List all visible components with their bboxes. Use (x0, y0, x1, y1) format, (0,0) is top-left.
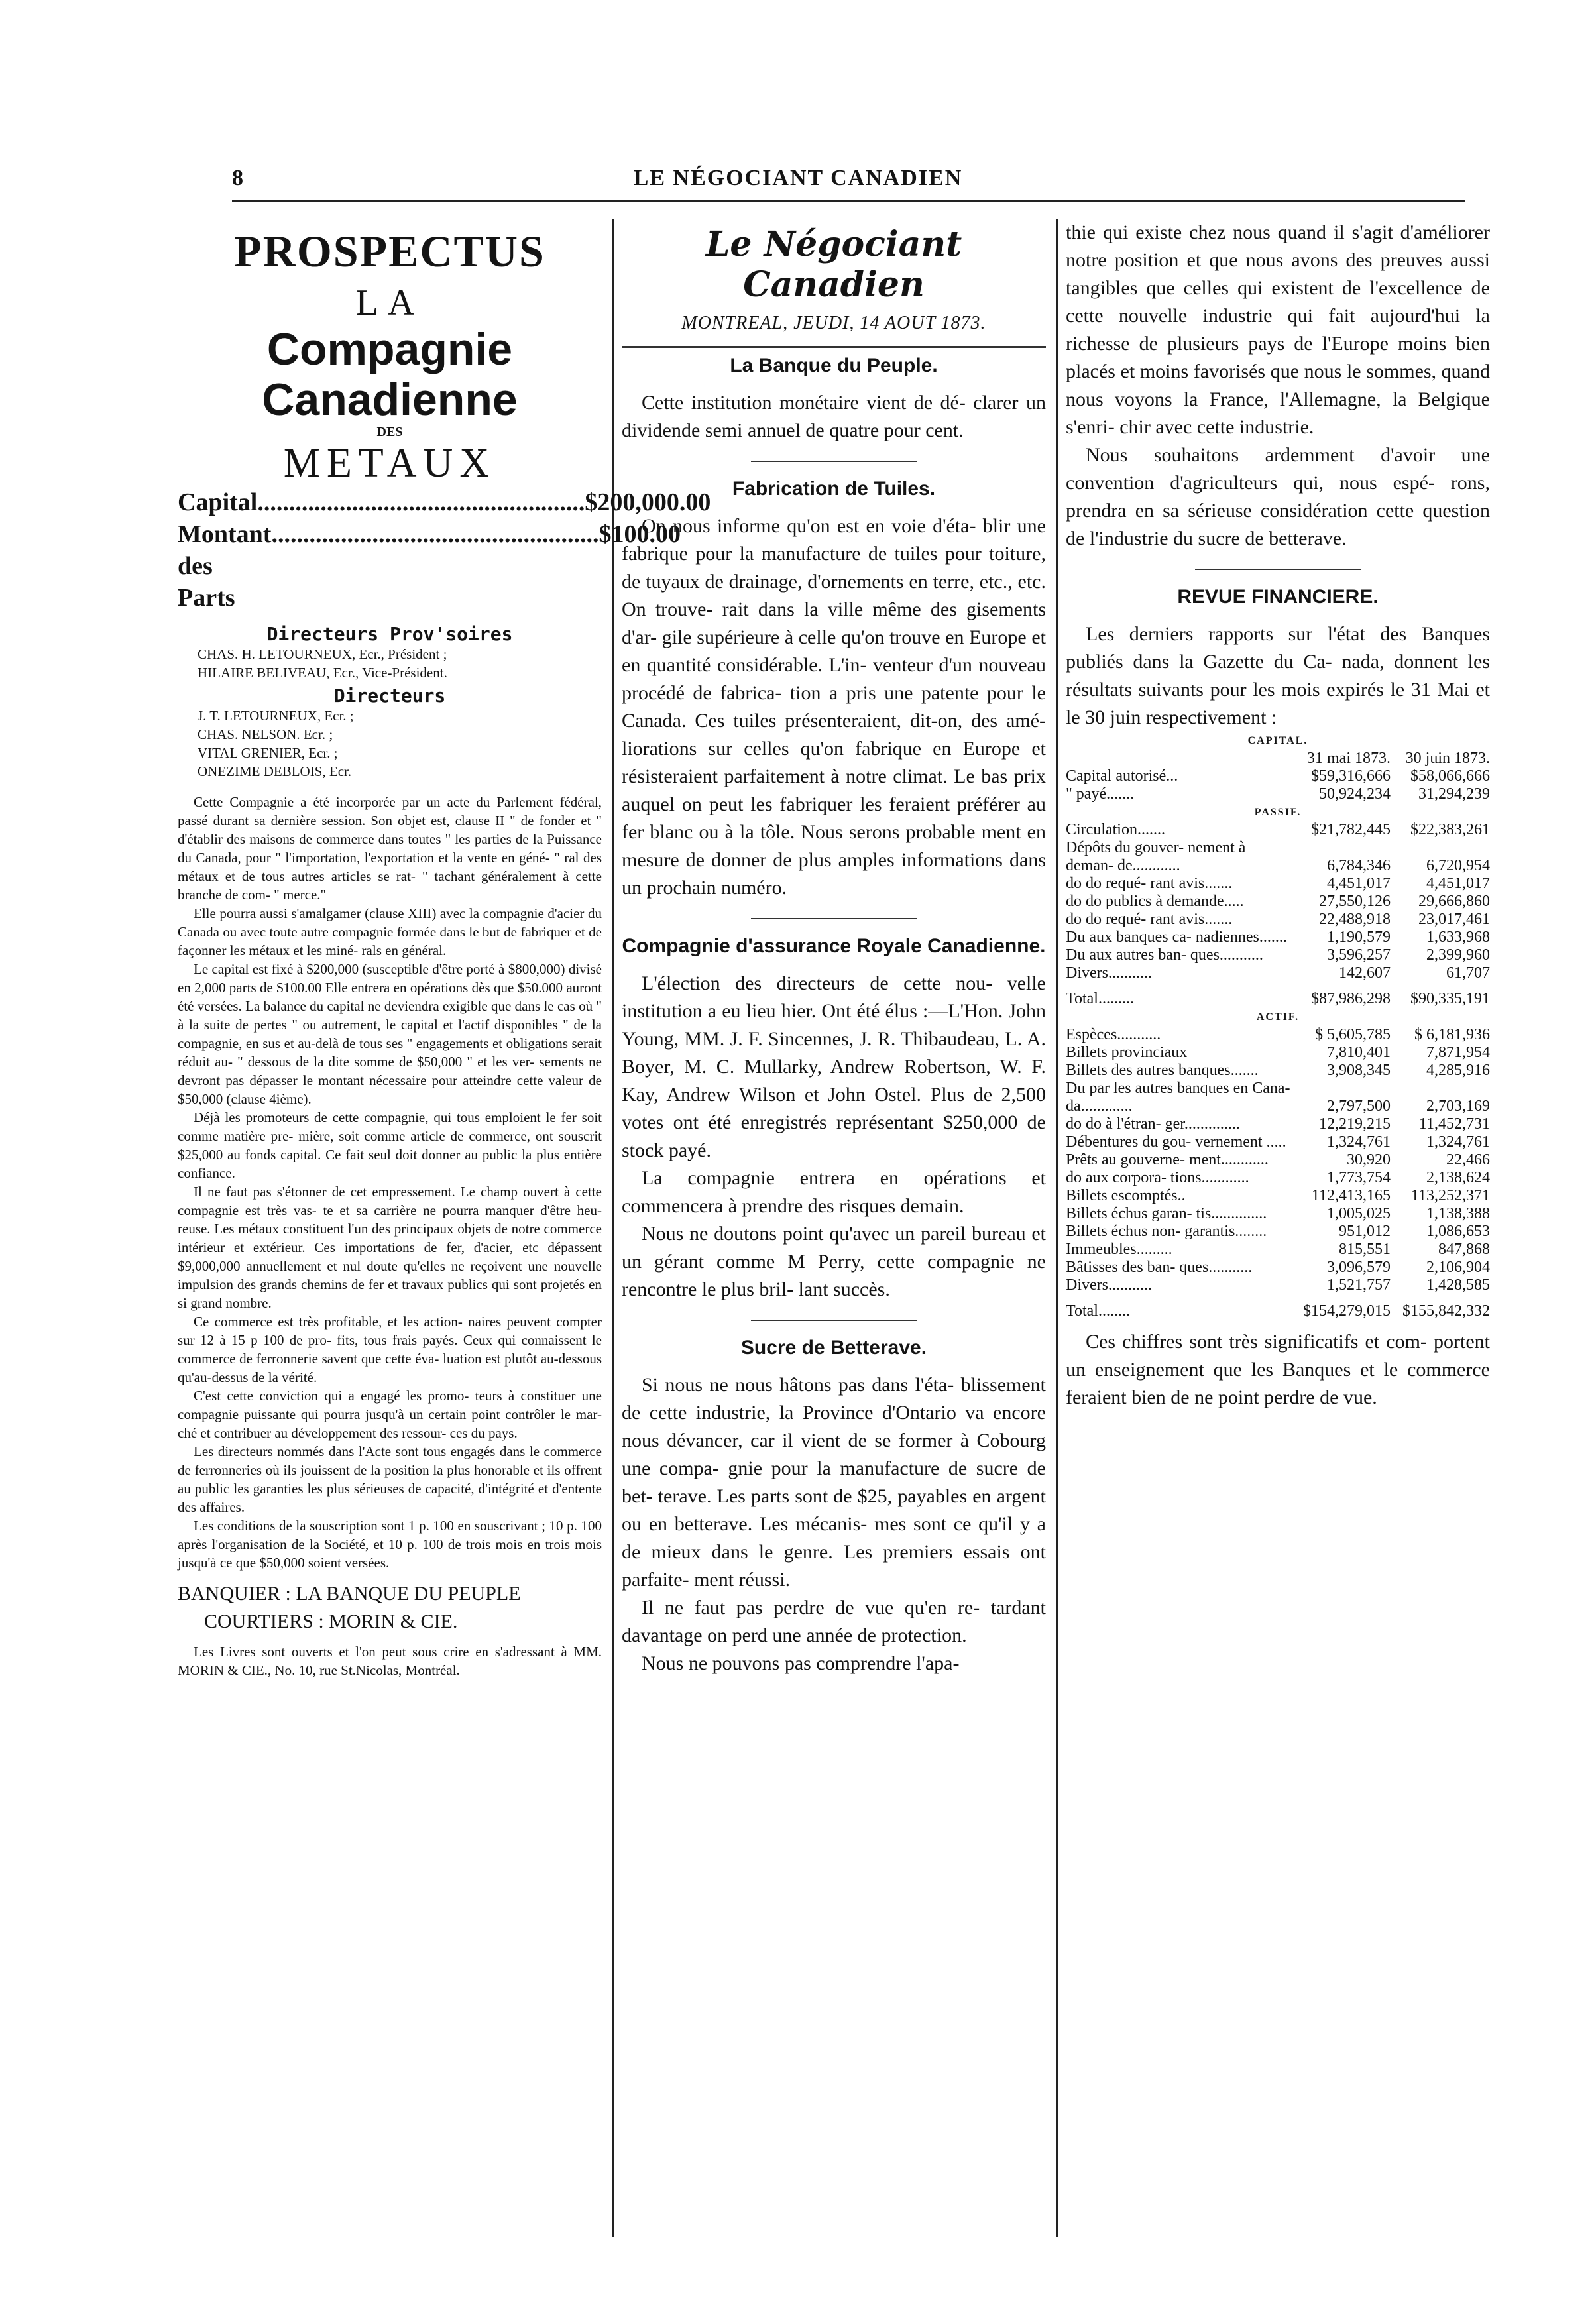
prospectus-paragraph: Les directeurs nommés dans l'Acte sont tous engagés dans le commerce de ferronneries où ils jouissent de la position la plus honorable et ils offrent au public les garanties les plus sérieuses de capacité, d'intégrité et d'entente des affaires. (178, 1444, 602, 1515)
article-paragraph: On nous informe qu'on est en voie d'éta- blir une fabrique pour la manufacture de tuiles pour toiture, de tuyaux de drainage, d'ornements en terre, etc., etc. On trouve- rait dans la ville même des gisements d'ar- gile supérieure à celle qu'on trouve en Europe et en quantité considérable. L'in- venteur d'un nouveau procédé de fabrica- tion a pris une patente pour le Canada. Ces tuiles présenteraient, dit-on, des amé- liorations sur celles qu'on fabrique en Europe et résisteraient parfaitement à notre climat. Le bas prix auquel on peut les fabriquer les feraient préférer au fer blanc ou à la tôle. Nous serons probable ment en mesure de donner de plus amples informations dans un prochain numéro. (622, 515, 1046, 899)
provisional-directors-heading: Directeurs Prov'soires (266, 623, 513, 645)
value-june: 23,017,461 (1418, 911, 1490, 928)
actif-row (1066, 1151, 1490, 1169)
article-title: La Banque du Peuple. (730, 355, 938, 376)
row-label: Billets des autres banques....... (1066, 1062, 1259, 1079)
value-may: 112,413,165 (1311, 1187, 1391, 1204)
value-june: $58,066,666 (1410, 767, 1490, 785)
actif-row (1066, 1276, 1490, 1294)
value-may: 142,607 (1339, 964, 1391, 982)
row-label: Billets échus non- garantis........ (1066, 1223, 1267, 1240)
value-june: 2,138,624 (1426, 1169, 1490, 1186)
parts-value: $100.00 (598, 520, 681, 548)
value-may: $59,316,666 (1311, 767, 1391, 785)
value-june: $155,842,332 (1402, 1302, 1490, 1320)
value-may: 12,219,215 (1319, 1115, 1391, 1133)
actif-row (1066, 1115, 1490, 1133)
capital-heading: CAPITAL. (1247, 735, 1308, 746)
provisional-directors-list (178, 645, 602, 682)
value-june: 2,399,960 (1426, 946, 1490, 964)
row-label: do aux corpora- tions............ (1066, 1169, 1249, 1186)
value-may: 50,924,234 (1319, 785, 1391, 803)
value-june: 1,138,388 (1426, 1205, 1490, 1222)
passif-heading: PASSIF. (1254, 807, 1302, 818)
prospectus-column (178, 219, 711, 2270)
value-may: $ 5,605,785 (1315, 1026, 1391, 1043)
article-title: Compagnie d'assurance Royale Canadienne. (622, 935, 1046, 957)
value-may: 815,551 (1339, 1241, 1391, 1258)
value-may: 30,920 (1347, 1151, 1391, 1168)
value-may: 2,797,500 (1327, 1098, 1391, 1115)
parts-line (178, 518, 681, 614)
actif-row (1066, 1241, 1490, 1259)
value-may: 27,550,126 (1319, 893, 1391, 910)
value-june: 1,428,585 (1426, 1276, 1490, 1294)
leader-dots: .................................................... (271, 520, 599, 548)
value-june: 61,707 (1446, 964, 1490, 982)
actif-heading-row (1066, 1008, 1490, 1026)
director: CHAS. NELSON. Ecr. ; (198, 726, 333, 742)
separator-rule (751, 1320, 917, 1321)
article-title: Sucre de Betterave. (740, 1337, 927, 1359)
separator-rule (1195, 569, 1361, 570)
revue-title: REVUE FINANCIERE. (1177, 586, 1379, 608)
passif-row (1066, 893, 1490, 911)
actif-row (1066, 1044, 1490, 1062)
capital-line (178, 486, 711, 518)
value-may: 1,324,761 (1327, 1133, 1391, 1151)
row-label: Divers........... (1066, 964, 1152, 982)
revue-intro: Les derniers rapports sur l'état des Banques publiés dans la Gazette du Ca- nada, donnent les résultats suivants pour les mois expirés le 31 Mai et le 30 juin respectivement : (1066, 623, 1490, 728)
page-number: 8 (232, 166, 243, 190)
value-may: 951,012 (1339, 1223, 1391, 1240)
revue-closing: Ces chiffres sont très significatifs et com- portent un enseignement que les Banques et le commerce feraient bien de ne point perdre de vue. (1066, 1331, 1490, 1408)
value-june: 31,294,239 (1418, 785, 1490, 803)
value-may: $87,986,298 (1311, 990, 1391, 1007)
prospectus-la: LA (355, 282, 424, 323)
header-spacer (1066, 750, 1291, 767)
director: J. T. LETOURNEUX, Ecr. ; (198, 708, 354, 724)
row-label: Du par les autres banques en Cana- da............. (1066, 1080, 1290, 1115)
passif-row (1066, 929, 1490, 946)
row-label: Du aux banques ca- nadiennes....... (1066, 929, 1287, 946)
row-label: Immeubles......... (1066, 1241, 1172, 1258)
value-may: 3,596,257 (1327, 946, 1391, 964)
value-june: $90,335,191 (1410, 990, 1490, 1007)
column-header-may: 31 mai 1873. (1307, 750, 1391, 767)
passif-row (1066, 946, 1490, 964)
row-label: Du aux autres ban- ques........... (1066, 946, 1263, 964)
directors-list (178, 707, 602, 781)
row-label: Total......... (1066, 990, 1134, 1007)
row-label: Divers........... (1066, 1276, 1152, 1294)
value-may: 3,096,579 (1327, 1259, 1391, 1276)
passif-row (1066, 839, 1490, 875)
column-header-june: 30 juin 1873. (1405, 750, 1490, 767)
article-paragraph: L'élection des directeurs de cette nou- velle institution a eu lieu hier. Ont été élus :—L'Hon. John Young, MM. J. F. Sincennes, J. R. Thibaudeau, L. A. Boyer, M. C. Mullarky, Andrew Robertson, W. F. Kay, Andrew Wilson et John Ostel. Plus de 2,500 votes ont été enregistrés représentant $250,000 de stock payé. (622, 972, 1046, 1161)
value-may: 3,908,345 (1327, 1062, 1391, 1079)
column-headers (1066, 750, 1490, 767)
value-may: 4,451,017 (1327, 875, 1391, 892)
article-paragraph: Cette institution monétaire vient de dé- clarer un dividende semi annuel de quatre pour cent. (622, 392, 1046, 441)
director: ONEZIME DEBLOIS, Ecr. (198, 764, 352, 779)
value-june: 6,720,954 (1426, 857, 1490, 874)
running-title: LE NÉGOCIANT CANADIEN (633, 166, 963, 190)
article-paragraph: Il ne faut pas perdre de vue qu'en re- tardant davantage on perd une année de protection. (622, 1597, 1046, 1646)
value-june: 29,666,860 (1418, 893, 1490, 910)
value-may: 1,521,757 (1327, 1276, 1391, 1294)
courtiers-label: COURTIERS : (204, 1611, 324, 1632)
value-june: 4,451,017 (1426, 875, 1490, 892)
passif-row (1066, 964, 1490, 982)
value-june: 7,871,954 (1426, 1044, 1490, 1061)
article-title: Fabrication de Tuiles. (732, 478, 936, 500)
header-rule (232, 200, 1465, 202)
prospectus-paragraph: C'est cette conviction qui a engagé les promo- teurs à constituer une compagnie puissante qui pourra jusqu'à un certain point contrôler le mar- ché et contribuer au développement des ressour- ces du pays. (178, 1388, 602, 1441)
passif-row (1066, 875, 1490, 893)
passif-heading-row (1066, 803, 1490, 821)
editorial-column (622, 219, 1046, 2270)
actif-row (1066, 1223, 1490, 1241)
value-june: $22,383,261 (1410, 821, 1490, 838)
editorial-articles (622, 355, 1046, 1677)
actif-total-row (1066, 1294, 1490, 1320)
capital-label: Capital (178, 488, 258, 516)
prospectus-paragraph: Ce commerce est très profitable, et les action- naires peuvent compter sur 12 à 15 p 100 de pro- fits, tous frais payés. Ceux qui connaissent le commerce de ferronnerie savent que cette éva- luation est plutôt au-dessous qu'au-dessus de la vérité. (178, 1314, 602, 1385)
capital-row (1066, 785, 1490, 803)
article-paragraph: Nous ne doutons point qu'avec un pareil bureau et un gérant comme M Perry, cette compagnie ne rencontre le plus bril- lant succès. (622, 1223, 1046, 1300)
prospectus-paragraph: Les conditions de la souscription sont 1 p. 100 en souscrivant ; 10 p. 100 après l'organisation de la Société, et 10 p. 100 de trois mois en trois mois jusqu'à ce que $50,000 soient versées. (178, 1518, 602, 1571)
row-label: Billets provinciaux (1066, 1044, 1188, 1061)
separator-rule (751, 461, 917, 462)
row-label: " payé....... (1066, 785, 1135, 803)
actif-row (1066, 1187, 1490, 1205)
row-label: do do à l'étran- ger.............. (1066, 1115, 1240, 1133)
prospectus-paragraph: Déjà les promoteurs de cette compagnie, qui tous emploient le fer soit comme matière pre- mière, soit comme article de commerce, ont souscrit $25,000 au fonds capital. Ce fait seul doit donner au public la plus entière confiance. (178, 1109, 602, 1181)
row-label: Bâtisses des ban- ques........... (1066, 1259, 1253, 1276)
prospectus-body (178, 793, 602, 1572)
masthead: Le Négociant Canadien (705, 224, 962, 305)
company-metaux: METAUX (283, 441, 496, 486)
value-june: 1,633,968 (1426, 929, 1490, 946)
row-label: Circulation....... (1066, 821, 1165, 838)
leader-dots: .................................................... (257, 488, 585, 516)
value-june: 4,285,916 (1426, 1062, 1490, 1079)
row-label: do do requé- rant avis....... (1066, 911, 1233, 928)
row-label: Débentures du gou- vernement ..... (1066, 1133, 1286, 1151)
prospectus-paragraph: Il ne faut pas s'étonner de cet empressement. Le champ ouvert à cette compagnie est très vas- te et sa carrière ne pourra manquer d'être heu- reuse. Les métaux constituent l'un des principaux objets de notre commerce intérieur et extérieur. Ces importations de fer, d'acier, etc dépassent $9,000,000 annuellement et nul doute qu'elles ne reçoivent une nouvelle impulsion des grands chemins de fer et travaux publics qui sont projetés en si grand nombre. (178, 1184, 602, 1311)
actif-row (1066, 1062, 1490, 1080)
prospectus-title: PROSPECTUS (234, 226, 545, 276)
value-june: 1,324,761 (1426, 1133, 1490, 1151)
value-may: $154,279,015 (1303, 1302, 1391, 1320)
value-may: 22,488,918 (1319, 911, 1391, 928)
row-label: Dépôts du gouver- nement à deman- de............ (1066, 839, 1246, 874)
column-rule-2 (1056, 219, 1058, 2237)
actif-heading: ACTIF. (1256, 1011, 1300, 1023)
actif-row (1066, 1080, 1490, 1115)
separator-rule (622, 346, 1046, 348)
banquier-value: LA BANQUE DU PEUPLE (296, 1583, 521, 1605)
provisional-director: HILAIRE BELIVEAU, Ecr., Vice-Président. (198, 665, 447, 681)
value-may: 1,773,754 (1327, 1169, 1391, 1186)
actif-row (1066, 1205, 1490, 1223)
capital-row (1066, 767, 1490, 785)
company-name: Compagnie Canadienne (262, 324, 518, 425)
value-june: 22,466 (1446, 1151, 1490, 1168)
row-label: Espèces........... (1066, 1026, 1161, 1043)
separator-rule (751, 918, 917, 919)
value-june: $ 6,181,936 (1414, 1026, 1490, 1043)
provisional-director: CHAS. H. LETOURNEUX, Ecr., Président ; (198, 646, 447, 662)
value-june: 11,452,731 (1418, 1115, 1490, 1133)
finance-column (1066, 219, 1490, 2270)
banquier-label: BANQUIER : (178, 1583, 291, 1605)
value-may: 1,190,579 (1327, 929, 1391, 946)
capital-value: $200,000.00 (585, 488, 711, 516)
value-june: 1,086,653 (1426, 1223, 1490, 1240)
actif-row (1066, 1026, 1490, 1044)
value-may: 6,784,346 (1327, 857, 1391, 874)
value-june: 847,868 (1438, 1241, 1490, 1258)
row-label: Capital autorisé... (1066, 767, 1178, 785)
prospectus-paragraph: Elle pourra aussi s'amalgamer (clause XIII) avec la compagnie d'acier du Canada ou avec toute autre compagnie formée dans le but de fabriquer et de façonner les métaux et les miné- rals en général. (178, 905, 602, 958)
value-may: $21,782,445 (1311, 821, 1391, 838)
actif-row (1066, 1169, 1490, 1187)
value-june: 113,252,371 (1410, 1187, 1490, 1204)
row-label: Total........ (1066, 1302, 1130, 1320)
actif-row (1066, 1133, 1490, 1151)
parts-label: Montant des Parts (178, 520, 272, 612)
passif-total-row (1066, 982, 1490, 1008)
directors-heading: Directeurs (333, 685, 446, 707)
row-label: Billets échus garan- tis.............. (1066, 1205, 1267, 1222)
article-paragraph: Si nous ne nous hâtons pas dans l'éta- blissement de cette industrie, la Province d'Ontario va encore nous dévancer, car il vient de se former à Cobourg une compa- gnie pour la manufacture de sucre de bet- terave. Les parts sont de $25, payables en argent ou en betterave. Les mécanis- mes sont ce qu'il y a de mieux dans le genre. Les premiers essais ont parfaite- ment réussi. (622, 1374, 1046, 1591)
value-may: 1,005,025 (1327, 1205, 1391, 1222)
value-june: 2,703,169 (1426, 1098, 1490, 1115)
actif-row (1066, 1259, 1490, 1276)
banquier-line (178, 1580, 602, 1608)
courtiers-line (178, 1608, 602, 1636)
row-label: Billets escomptés.. (1066, 1187, 1186, 1204)
dateline: MONTREAL, JEUDI, 14 AOUT 1873. (681, 313, 986, 333)
passif-row (1066, 911, 1490, 929)
capital-heading-row (1066, 732, 1490, 750)
courtiers-value: MORIN & CIE. (329, 1611, 458, 1632)
subscription-note: Les Livres sont ouverts et l'on peut sous crire en s'adressant à MM. MORIN & CIE., No. 10, rue St.Nicolas, Montréal. (178, 1644, 602, 1678)
row-label: do do requé- rant avis....... (1066, 875, 1233, 892)
row-label: do do publics à demande..... (1066, 893, 1244, 910)
director: VITAL GRENIER, Ecr. ; (198, 745, 338, 761)
company-des: DES (376, 425, 403, 439)
row-label: Prêts au gouverne- ment............ (1066, 1151, 1269, 1168)
continued-paragraph: thie qui existe chez nous quand il s'agit d'améliorer notre position et que nous avons des preuves aussi tangibles que celles qui existent de l'excellence de cette nouvelle industrie qui fait aujourd'hui la richesse de plusieurs pays de l'Europe moins bien placés et moins favorisés que nous le sommes, quand nous voyons la France, l'Allemagne, la Belgique s'enri- chir avec cette industrie. (1066, 221, 1490, 438)
value-june: 2,106,904 (1426, 1259, 1490, 1276)
sugar-continuation (1066, 219, 1490, 553)
prospectus-paragraph: Le capital est fixé à $200,000 (susceptible d'être porté à $800,000) divisé en 2,000 parts de $100.00 Elle entrera en opérations dès que $50.000 auront été versées. La balance du capital ne deviendra exigible que dans le cas où " à la suite de pertes " ou autrement, le capital et l'actif disponibles " de la compagnie, en sus et au-delà de tous ses " engagements et obligations serait réduit au- " dessous de la dite somme de $50,000 " et les ver- sements ne devront pas dépasser le montant nécessaire pour atteindre cette valeur de $50,000 (clause 4ième). (178, 961, 602, 1107)
prospectus-paragraph: Cette Compagnie a été incorporée par un acte du Parlement fédéral, passé durant sa dernière session. Son objet est, clause II " de fonder et " d'établir des maisons de commerce dans toutes " les parties de la Puissance du Canada, pour " l'importation, l'exportation et la vente en géné- " ral des métaux et de tous autres articles se rat- " tachant généralement à cette branche de com- " merce." (178, 794, 602, 903)
article-paragraph: La compagnie entrera en opérations et commencera à prendre des risques demain. (622, 1167, 1046, 1217)
article-paragraph: Nous ne pouvons pas comprendre l'apa- (642, 1652, 960, 1674)
passif-row (1066, 821, 1490, 839)
continued-paragraph: Nous souhaitons ardemment d'avoir une convention d'agriculteurs qui, nous espé- rons, prendra en sa sérieuse considération cette question de l'industrie du sucre de betterave. (1066, 444, 1490, 549)
value-may: 7,810,401 (1327, 1044, 1391, 1061)
bank-statement-table (1066, 732, 1490, 1320)
